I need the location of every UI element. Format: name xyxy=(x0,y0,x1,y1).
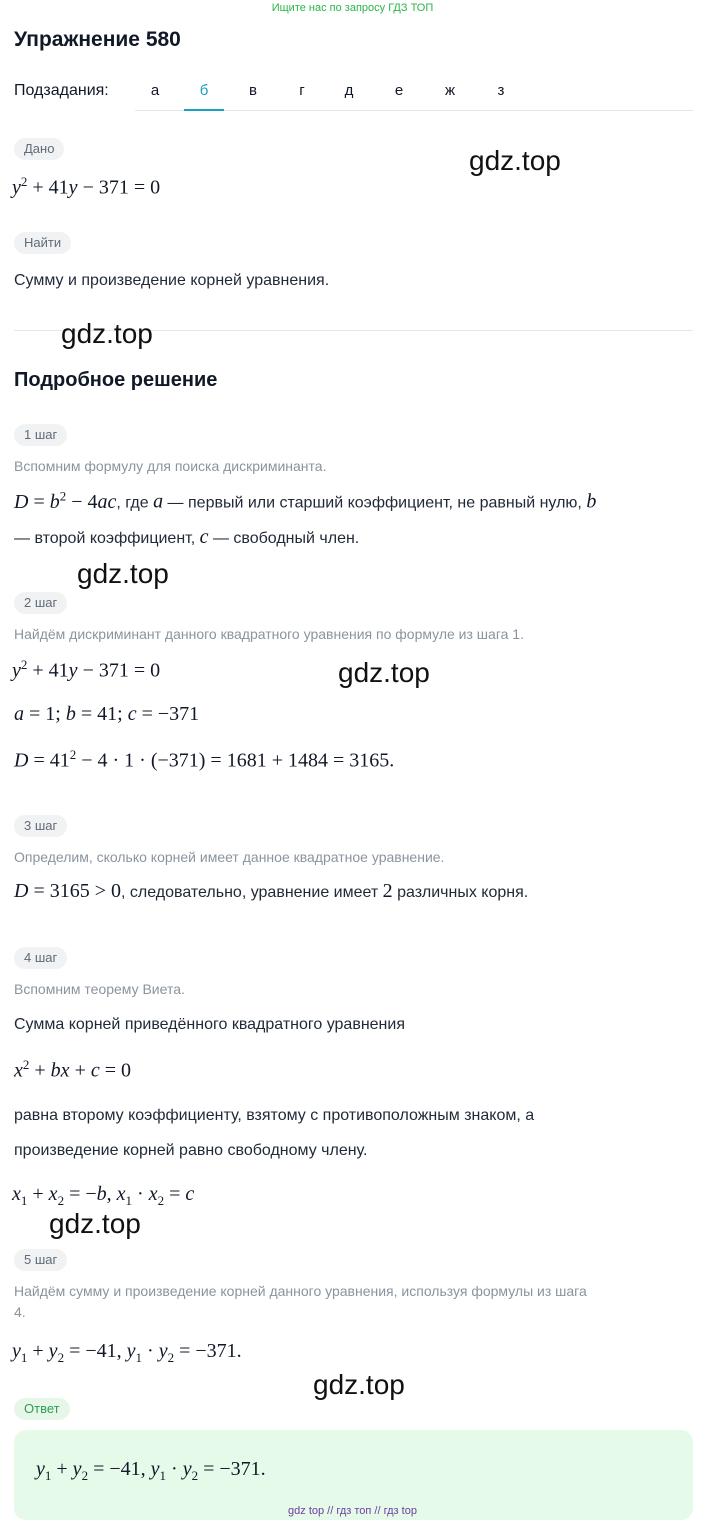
promo-note: Ищите нас по запросу ГДЗ ТОП xyxy=(271,2,434,14)
step-2-discriminant: $D = 41^2 - 4 \cdot 1 \cdot (-371) = 1681 + 1484 = 3165$. xyxy=(14,747,395,772)
step-2-hint: Найдём дискриминант данного квадратного уравнения по формуле из шага 1. xyxy=(14,626,524,642)
subtasks-label: Подзадания: xyxy=(14,82,109,99)
watermark: gdz.top xyxy=(61,318,153,349)
step-3-conclusion: D = 3165 > 0, следовательно, уравнение имеет 2 различных корня. xyxy=(14,880,529,902)
step-4-hint: Вспомним теорему Виета. xyxy=(14,981,185,997)
tab-z[interactable]: з xyxy=(497,82,505,99)
solution-title: Подробное решение xyxy=(14,369,218,391)
watermark: gdz.top xyxy=(338,657,430,688)
find-badge: Найти xyxy=(14,232,71,254)
tab-d[interactable]: д xyxy=(344,82,354,99)
step-1-formula-line: $D = b^2 - 4ac$, где a — первый или старший коэффициент, не равный нулю, b xyxy=(14,488,597,513)
watermark: gdz.top xyxy=(77,558,169,589)
given-equation: $y^2 + 41y - 371 = 0$ xyxy=(12,174,161,199)
step-5-hint: Найдём сумму и произведение корней данного уравнения, используя формулы из шага xyxy=(14,1283,587,1299)
step-3-hint: Определим, сколько корней имеет данное квадратное уравнение. xyxy=(14,849,445,865)
find-text: Сумму и произведение корней уравнения. xyxy=(14,272,330,289)
watermark: gdz.top xyxy=(313,1369,405,1400)
watermark: gdz.top xyxy=(469,145,561,176)
step-2-coefficients: a = 1; b = 41; c = −371 xyxy=(14,703,200,725)
tab-g[interactable]: г xyxy=(299,82,305,99)
step-1-hint: Вспомним формулу для поиска дискриминанта. xyxy=(14,458,327,474)
step-5-result: $y_1 + y_2 = -41$, $y_1 \cdot y_2 = -371$. xyxy=(12,1340,242,1365)
answer-badge: Ответ xyxy=(14,1398,70,1420)
active-tab-indicator xyxy=(184,109,224,111)
tab-b[interactable]: б xyxy=(199,82,209,99)
tab-a[interactable]: а xyxy=(150,82,160,99)
step-4-badge: 4 шаг xyxy=(14,947,67,969)
tab-v[interactable]: в xyxy=(249,82,257,99)
step-1-badge: 1 шаг xyxy=(14,424,67,446)
step-4-line-1: Сумма корней приведённого квадратного уравнения xyxy=(14,1016,405,1033)
tab-zh[interactable]: ж xyxy=(444,82,456,99)
step-5-hint-cont: 4. xyxy=(14,1304,26,1320)
given-badge: Дано xyxy=(14,138,64,160)
step-5-badge: 5 шаг xyxy=(14,1249,67,1271)
footer-links: gdz top // гдз топ // гдз top xyxy=(288,1505,417,1517)
step-1-formula-line-2: — второй коэффициент, c — свободный член. xyxy=(14,526,360,548)
page-title: Упражнение 580 xyxy=(14,28,181,51)
step-4-vieta: $x_1 + x_2 = -b$, $x_1 \cdot x_2 = c$ xyxy=(12,1183,195,1208)
tab-e[interactable]: е xyxy=(394,82,404,99)
step-4-equation: $x^2$ + bx + c = 0 xyxy=(14,1057,132,1082)
watermark: gdz.top xyxy=(49,1208,141,1239)
step-2-equation: $y^2 + 41y - 371 = 0$ xyxy=(12,657,161,682)
step-2-badge: 2 шаг xyxy=(14,592,67,614)
step-3-badge: 3 шаг xyxy=(14,815,67,837)
step-4-line-3: произведение корней равно свободному члену. xyxy=(14,1142,368,1159)
step-4-line-2: равна второму коэффициенту, взятому с противоположным знаком, а xyxy=(14,1107,535,1124)
subtask-tabs xyxy=(135,72,693,111)
answer-result: $y_1 + y_2 = -41$, $y_1 \cdot y_2 = -371$. xyxy=(36,1458,266,1483)
